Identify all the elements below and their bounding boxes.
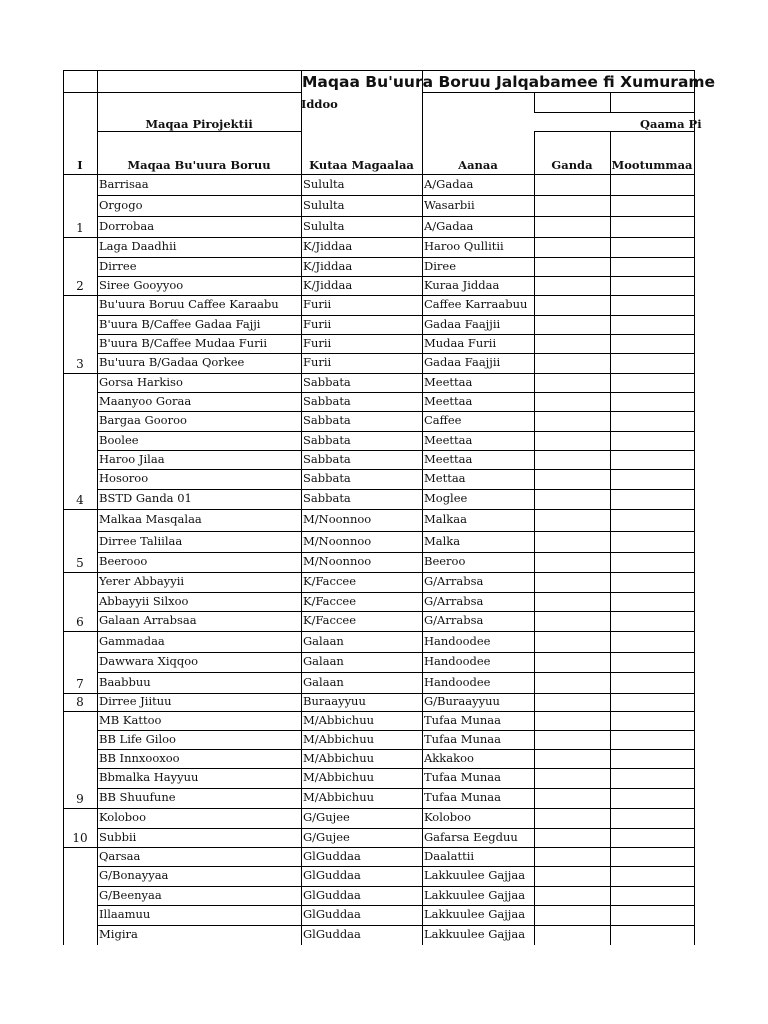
cell-kutaa: GlGuddaa — [303, 849, 361, 863]
cell-name: Dirree Taliilaa — [99, 534, 183, 548]
header-col-i: I — [77, 158, 83, 172]
cell-kutaa: K/Jiddaa — [303, 259, 353, 273]
cell-aanaa: Beeroo — [424, 554, 466, 568]
cell-kutaa: GlGuddaa — [303, 868, 361, 882]
cell-name: Siree Gooyyoo — [99, 278, 184, 292]
cell-aanaa: G/Arrabsa — [424, 613, 484, 627]
grid-line — [610, 131, 611, 945]
cell-kutaa: GlGuddaa — [303, 907, 361, 921]
cell-name: Hosoroo — [99, 471, 149, 485]
cell-kutaa: Furii — [303, 355, 332, 369]
cell-aanaa: A/Gadaa — [424, 177, 474, 191]
cell-name: Migira — [99, 927, 138, 941]
grid-line — [97, 730, 695, 731]
grid-line — [63, 631, 695, 632]
cell-name: G/Bonayyaa — [99, 868, 169, 882]
grid-line — [63, 92, 302, 93]
cell-name: Gorsa Harkiso — [99, 375, 183, 389]
cell-name: Abbayyii Silxoo — [99, 594, 189, 608]
cell-kutaa: Sululta — [303, 198, 345, 212]
cell-name: Dirree — [99, 259, 137, 273]
cell-name: BB Innxooxoo — [99, 751, 180, 765]
cell-kutaa: Sabbata — [303, 413, 351, 427]
grid-line — [422, 70, 423, 945]
grid-line — [97, 652, 695, 653]
header-col-kutaa: Kutaa Magaalaa — [309, 158, 414, 172]
cell-kutaa: Sabbata — [303, 491, 351, 505]
grid-line — [97, 431, 695, 432]
cell-aanaa: Haroo Qullitii — [424, 239, 504, 253]
cell-aanaa: Mettaa — [424, 471, 466, 485]
grid-line — [97, 672, 695, 673]
grid-line — [97, 828, 695, 829]
cell-aanaa: Handoodee — [424, 634, 491, 648]
grid-line — [534, 112, 695, 113]
cell-aanaa: Mudaa Furii — [424, 336, 497, 350]
cell-name: Dorrobaa — [99, 219, 155, 233]
grid-line — [63, 237, 695, 238]
cell-name: B'uura B/Caffee Gadaa Fajji — [99, 317, 261, 331]
grid-line — [97, 925, 695, 926]
cell-kutaa: Furii — [303, 317, 332, 331]
grid-line — [97, 216, 695, 217]
header-col-name: Maqaa Bu'uura Boruu — [127, 158, 271, 172]
cell-aanaa: Malka — [424, 534, 461, 548]
cell-aanaa: Tufaa Munaa — [424, 732, 502, 746]
cell-kutaa: M/Abbichuu — [303, 751, 375, 765]
cell-name: Baabbuu — [99, 675, 151, 689]
grid-line — [97, 489, 695, 490]
cell-kutaa: Galaan — [303, 675, 344, 689]
cell-kutaa: Sabbata — [303, 471, 351, 485]
cell-name: Orgogo — [99, 198, 143, 212]
grid-line — [534, 92, 535, 113]
cell-aanaa: Caffee — [424, 413, 462, 427]
grid-line — [97, 276, 695, 277]
cell-kutaa: Sabbata — [303, 452, 351, 466]
grid-line — [97, 886, 695, 887]
cell-kutaa: Furii — [303, 297, 332, 311]
cell-kutaa: GlGuddaa — [303, 927, 361, 941]
header-iddoo: Iddoo — [301, 97, 338, 111]
cell-name: BSTD Ganda 01 — [99, 491, 192, 505]
cell-aanaa: Daalattii — [424, 849, 475, 863]
cell-kutaa: K/Jiddaa — [303, 239, 353, 253]
grid-line — [97, 866, 695, 867]
grid-line — [97, 531, 695, 532]
cell-kutaa: Furii — [303, 336, 332, 350]
header-maqaa-pirojektii: Maqaa Pirojektii — [145, 117, 253, 131]
grid-line — [63, 572, 695, 573]
cell-aanaa: Gadaa Faajjii — [424, 355, 501, 369]
cell-name: Koloboo — [99, 810, 147, 824]
cell-name: Yerer Abbayyii — [99, 574, 185, 588]
grid-line — [97, 195, 695, 196]
group-number: 10 — [72, 831, 88, 845]
grid-line — [63, 295, 695, 296]
cell-aanaa: Lakkuulee Gajjaa — [424, 927, 526, 941]
cell-aanaa: Tufaa Munaa — [424, 790, 502, 804]
cell-kutaa: M/Noonnoo — [303, 534, 372, 548]
cell-name: Dawwara Xiqqoo — [99, 654, 199, 668]
cell-aanaa: Akkakoo — [424, 751, 474, 765]
cell-name: Laga Daadhii — [99, 239, 177, 253]
group-number: 5 — [76, 556, 84, 570]
cell-aanaa: G/Buraayyuu — [424, 694, 500, 708]
grid-line — [97, 611, 695, 612]
cell-aanaa: Tufaa Munaa — [424, 713, 502, 727]
grid-line — [301, 131, 302, 945]
group-number: 6 — [76, 615, 84, 629]
cell-kutaa: Buraayyuu — [303, 694, 366, 708]
group-number: 4 — [76, 493, 84, 507]
cell-aanaa: Lakkuulee Gajjaa — [424, 868, 526, 882]
group-number: 8 — [76, 695, 84, 709]
grid-line — [534, 131, 695, 132]
cell-kutaa: M/Noonnoo — [303, 512, 372, 526]
grid-line — [97, 749, 695, 750]
cell-aanaa: G/Arrabsa — [424, 594, 484, 608]
cell-name: B'uura B/Caffee Mudaa Furii — [99, 336, 268, 350]
grid-line — [63, 808, 695, 809]
grid-line — [97, 315, 695, 316]
cell-name: Dirree Jiituu — [99, 694, 172, 708]
grid-line — [610, 92, 611, 113]
cell-kutaa: K/Jiddaa — [303, 278, 353, 292]
cell-name: MB Kattoo — [99, 713, 162, 727]
header-col-mootummaa: Mootummaa — [611, 158, 693, 172]
grid-line — [63, 174, 695, 175]
grid-line — [97, 592, 695, 593]
cell-kutaa: K/Faccee — [303, 594, 357, 608]
cell-name: Galaan Arrabsaa — [99, 613, 197, 627]
cell-name: Bbmalka Hayyuu — [99, 770, 199, 784]
cell-aanaa: Meettaa — [424, 433, 473, 447]
group-number: 3 — [76, 357, 84, 371]
grid-line — [63, 847, 695, 848]
grid-line — [63, 70, 64, 945]
cell-name: Haroo Jilaa — [99, 452, 165, 466]
cell-kutaa: M/Abbichuu — [303, 770, 375, 784]
cell-name: Maanyoo Goraa — [99, 394, 192, 408]
cell-name: Illaamuu — [99, 907, 151, 921]
grid-line — [97, 353, 695, 354]
cell-name: Beerooo — [99, 554, 148, 568]
header-col-ganda: Ganda — [551, 158, 593, 172]
header-col-aanaa: Aanaa — [458, 158, 498, 172]
cell-name: Barrisaa — [99, 177, 149, 191]
cell-aanaa: Meettaa — [424, 394, 473, 408]
cell-name: G/Beenyaa — [99, 888, 162, 902]
cell-kutaa: Sululta — [303, 177, 345, 191]
cell-aanaa: Caffee Karraabuu — [424, 297, 528, 311]
grid-line — [97, 552, 695, 553]
cell-kutaa: Sabbata — [303, 375, 351, 389]
cell-name: BB Life Giloo — [99, 732, 176, 746]
group-number: 1 — [76, 221, 84, 235]
grid-line — [63, 509, 695, 510]
grid-line — [422, 92, 695, 93]
table-title: Maqaa Bu'uura Boruu Jalqabamee fi Xumurame — [302, 73, 716, 91]
grid-line — [97, 70, 98, 945]
group-number: 2 — [76, 279, 84, 293]
cell-kutaa: GlGuddaa — [303, 888, 361, 902]
cell-aanaa: Gafarsa Eegduu — [424, 830, 518, 844]
cell-kutaa: Galaan — [303, 654, 344, 668]
cell-kutaa: Galaan — [303, 634, 344, 648]
cell-aanaa: Handoodee — [424, 654, 491, 668]
grid-line — [97, 768, 695, 769]
cell-aanaa: Wasarbii — [424, 198, 475, 212]
cell-name: Subbii — [99, 830, 137, 844]
cell-aanaa: Gadaa Faajjii — [424, 317, 501, 331]
cell-aanaa: A/Gadaa — [424, 219, 474, 233]
grid-line — [97, 450, 695, 451]
group-number: 7 — [76, 677, 84, 691]
cell-name: Boolee — [99, 433, 139, 447]
grid-line — [97, 131, 302, 132]
cell-kutaa: Sabbata — [303, 433, 351, 447]
cell-kutaa: G/Gujee — [303, 830, 350, 844]
grid-line — [534, 131, 535, 945]
cell-name: Bu'uura B/Gadaa Qorkee — [99, 355, 245, 369]
grid-line — [97, 788, 695, 789]
cell-kutaa: M/Noonnoo — [303, 554, 372, 568]
cell-aanaa: Malkaa — [424, 512, 467, 526]
cell-kutaa: M/Abbichuu — [303, 713, 375, 727]
cell-kutaa: Sabbata — [303, 394, 351, 408]
cell-kutaa: M/Abbichuu — [303, 790, 375, 804]
cell-name: Bargaa Gooroo — [99, 413, 187, 427]
grid-line — [97, 411, 695, 412]
grid-line — [97, 392, 695, 393]
grid-line — [97, 257, 695, 258]
cell-aanaa: Lakkuulee Gajjaa — [424, 907, 526, 921]
cell-kutaa: Sululta — [303, 219, 345, 233]
cell-kutaa: K/Faccee — [303, 574, 357, 588]
cell-aanaa: Moglee — [424, 491, 468, 505]
cell-aanaa: G/Arrabsa — [424, 574, 484, 588]
cell-aanaa: Diree — [424, 259, 457, 273]
grid-line — [97, 469, 695, 470]
cell-name: Malkaa Masqalaa — [99, 512, 202, 526]
cell-aanaa: Tufaa Munaa — [424, 770, 502, 784]
grid-line — [63, 711, 695, 712]
cell-aanaa: Kuraa Jiddaa — [424, 278, 500, 292]
cell-name: Bu'uura Boruu Caffee Karaabu — [99, 297, 279, 311]
grid-line — [63, 373, 695, 374]
cell-name: Gammadaa — [99, 634, 165, 648]
cell-aanaa: Lakkuulee Gajjaa — [424, 888, 526, 902]
grid-line — [97, 905, 695, 906]
cell-kutaa: G/Gujee — [303, 810, 350, 824]
cell-aanaa: Meettaa — [424, 452, 473, 466]
cell-aanaa: Handoodee — [424, 675, 491, 689]
grid-line — [97, 334, 695, 335]
cell-aanaa: Meettaa — [424, 375, 473, 389]
group-number: 9 — [76, 792, 84, 806]
header-qaama: Qaama Pi — [640, 117, 702, 131]
cell-aanaa: Koloboo — [424, 810, 472, 824]
grid-line — [63, 70, 695, 71]
grid-line — [694, 70, 695, 945]
cell-kutaa: K/Faccee — [303, 613, 357, 627]
cell-kutaa: M/Abbichuu — [303, 732, 375, 746]
cell-name: BB Shuufune — [99, 790, 176, 804]
cell-name: Qarsaa — [99, 849, 141, 863]
